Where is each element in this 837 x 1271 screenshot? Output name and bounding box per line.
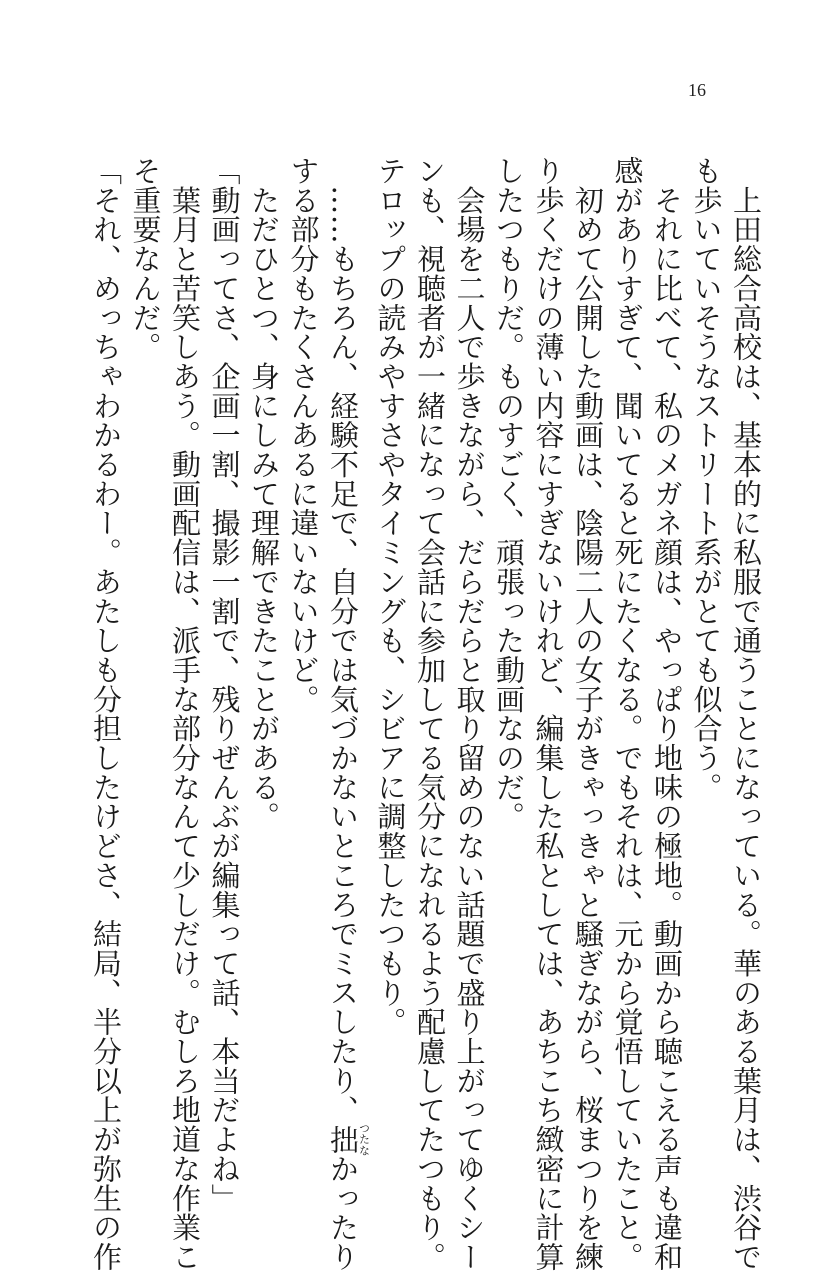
page-number: 16	[688, 80, 706, 100]
text-line: 会場を二人で歩きながら、だらだらと取り留めのない話題で盛り上がってゆくシー	[452, 156, 487, 1271]
text-line-head: ……もちろん、経験不足で、自分では気づかないところでミスしたり、	[326, 156, 360, 1125]
text-line: ンも、視聴者が一緒になって会話に参加してる気分になれるよう配慮してたつもり。	[413, 156, 447, 1271]
ruby-annotated-word	[326, 1122, 371, 1157]
vertical-body-text	[86, 156, 766, 1271]
text-line: したつもりだ。ものすごく、頑張った動画なのだ。	[492, 156, 526, 832]
text-line: 上田総合高校は、基本的に私服で通うことになっている。華のある葉月は、渋谷で	[729, 156, 763, 1271]
text-line: する部分もたくさんあるに違いないけど。	[286, 156, 321, 714]
text-line: ただひとつ、身にしみて理解できたことがある。	[247, 156, 281, 832]
text-line: も歩いていそうなストリート系がとても似合う。	[689, 156, 724, 802]
text-line: 「それ、めっちゃわかるわー。あたしも分担したけどさ、結局、半分以上が弥生の作	[89, 156, 123, 1271]
ruby-reading: つたな	[357, 1122, 371, 1157]
ruby-base: 拙	[326, 1122, 360, 1157]
text-line: り歩くだけの薄い内容にすぎないけれど、編集した私としては、あちこち緻密に計算	[531, 156, 566, 1271]
text-line: 葉月と苦笑しあう。動画配信は、派手な部分なんて少しだけ。むしろ地道な作業こ	[168, 156, 202, 1271]
text-line: 感がありすぎて、聞いてると死にたくなる。でもそれは、元から覚悟していたこと。	[610, 156, 645, 1271]
text-line: テロップの読みやすさやタイミングも、シビアに調整したつもり。	[373, 156, 408, 1037]
text-line: そ重要なんだ。	[128, 156, 163, 362]
text-line: 「動画ってさ、企画一割、撮影一割で、残りぜんぶが編集って話、本当だよね」	[207, 156, 242, 1213]
text-line: それに比べて、私のメガネ顔は、やっぱり地味の極地。動画から聴こえる声も違和	[650, 156, 684, 1271]
text-line: 初めて公開した動画は、陰陽二人の女子がきゃっきゃと騒ぎながら、桜まつりを練	[571, 156, 605, 1271]
text-line-with-ruby	[323, 156, 371, 1271]
text-line-tail: かったり	[326, 1153, 360, 1271]
